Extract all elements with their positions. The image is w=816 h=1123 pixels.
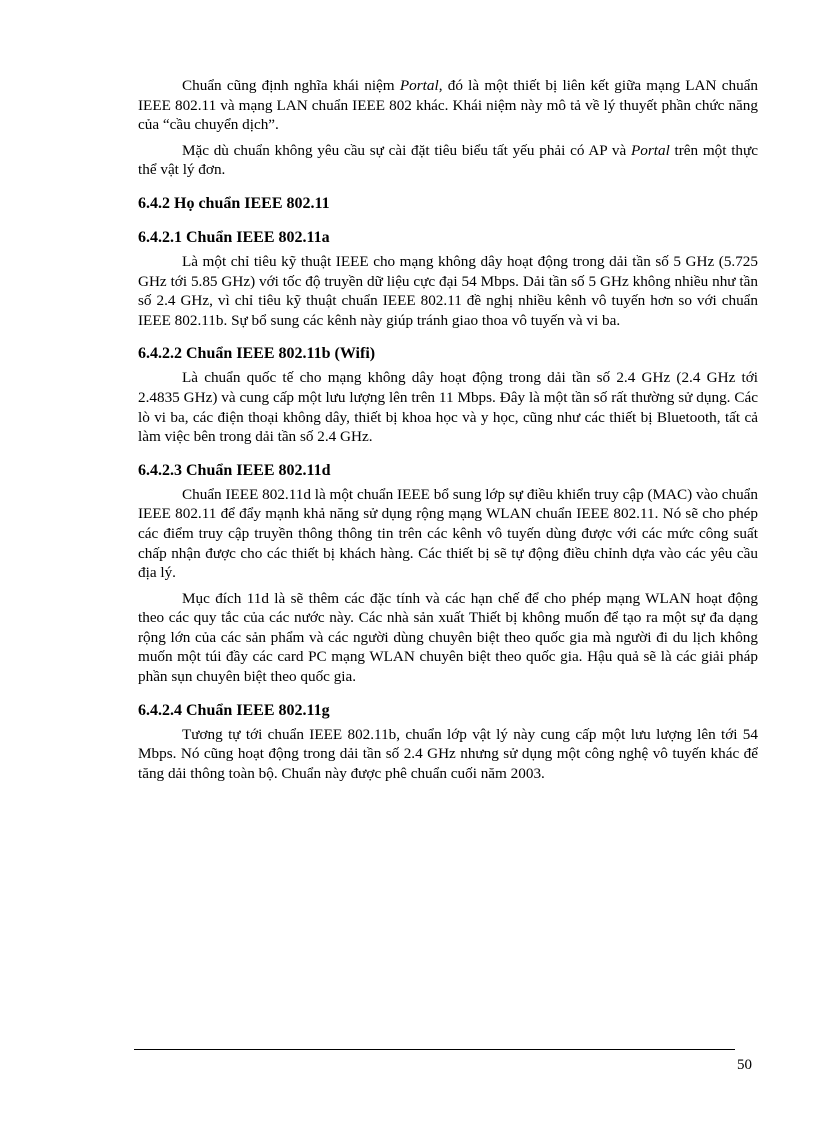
paragraph-80211g: Tương tự tới chuẩn IEEE 802.11b, chuẩn lớp vật lý này cung cấp một lưu lượng lên tới 54 Mbps. Nó cũng hoạt động trong dải tần số 2.4 GHz nhưng sử dụng một công nghệ vô tuyến khác để tăng dải thông toàn bộ. Chuẩn này được phê chuẩn cuối năm 2003. <box>138 725 758 782</box>
section-heading: 6.4.2 Họ chuẩn IEEE 802.11 <box>138 194 330 212</box>
text-run: , đó là một thiết bị liên kết giữa mạng LAN chuẩn IEEE 802.11 và mạng LAN chuẩn IEEE 802 khác. Khái niệm này mô tả về lý thuyết phần chức năng của “cầu chuyển dịch”. <box>138 77 758 134</box>
intro-paragraph-ap <box>138 141 758 180</box>
footer-rule <box>134 1049 735 1050</box>
paragraph-80211b: Là chuẩn quốc tế cho mạng không dây hoạt động trong dải tần số 2.4 GHz (2.4 GHz tới 2.4835 GHz) và cung cấp một lưu lượng lên trên 11 Mbps. Đây là một tần số rất thường sử dụng. Các lò vi ba, các điện thoại không dây, thiết bị khoa học và y học, cũng như các thiết bị Bluetooth, tất cả làm việc bên trong dải tần số 2.4 GHz. <box>138 369 758 446</box>
portal-term: Portal <box>399 77 439 94</box>
text-run: Chuẩn cũng định nghĩa khái niệm <box>182 77 400 94</box>
subsection-heading-80211d: 6.4.2.3 Chuẩn IEEE 802.11d <box>138 461 331 479</box>
portal-term: Portal <box>630 141 670 159</box>
paragraph-80211d-1: Chuẩn IEEE 802.11d là một chuẩn IEEE bổ sung lớp sự điều khiển truy cập (MAC) vào chuẩn IEEE 802.11 để đẩy mạnh khả năng sử dụng rộng mạng WLAN chuẩn IEEE 802.11. Nó sẽ cho phép các điểm truy cập truyền thông thông tin trên các kênh vô tuyến dùng được với các mức công suất chấp nhận được cho các thiết bị khách hàng. Các thiết bị sẽ tự động điều chỉnh dựa vào các yêu cầu địa lý. <box>138 485 758 582</box>
subsection-heading-80211b: 6.4.2.2 Chuẩn IEEE 802.11b (Wifi) <box>138 345 376 363</box>
page-number: 50 <box>737 1057 752 1073</box>
subsection-heading-80211a: 6.4.2.1 Chuẩn IEEE 802.11a <box>138 228 330 246</box>
paragraph-80211a: Là một chỉ tiêu kỹ thuật IEEE cho mạng không dây hoạt động trong dải tần số 5 GHz (5.725 GHz tới 5.85 GHz) với tốc độ truyền dữ liệu cực đại 54 Mbps. Dải tần số 5 GHz không nhiều như tần số 2.4 GHz, vì chỉ tiêu kỹ thuật chuẩn IEEE 802.11 đề nghị nhiều kênh vô tuyến hơn so với chuẩn IEEE 802.11b. Sự bổ sung các kênh này giúp tránh giao thoa vô tuyến và vi ba. <box>138 252 758 329</box>
subsection-heading-80211g: 6.4.2.4 Chuẩn IEEE 802.11g <box>138 701 330 719</box>
paragraph-80211d-2: Mục đích 11d là sẽ thêm các đặc tính và các hạn chế để cho phép mạng WLAN hoạt động theo các quy tắc của các nước này. Các nhà sản xuất Thiết bị không muốn để tạo ra một sự đa dạng rộng lớn của các sản phẩm và các người dùng chuyên biệt theo quốc gia mà người đi du lịch không muốn một túi đầy các card PC mạng WLAN chuyên biệt theo quốc gia. Hậu quả sẽ là các giải pháp phần sụn chuyên biệt theo quốc gia. <box>138 589 758 686</box>
page-content <box>138 76 758 789</box>
text-run: Mặc dù chuẩn không yêu cầu sự cài đặt tiêu biểu tất yếu phải có AP và <box>182 141 631 159</box>
text-run: trên một thực thể vật lý đơn. <box>138 141 758 179</box>
intro-paragraph-portal <box>138 76 758 135</box>
